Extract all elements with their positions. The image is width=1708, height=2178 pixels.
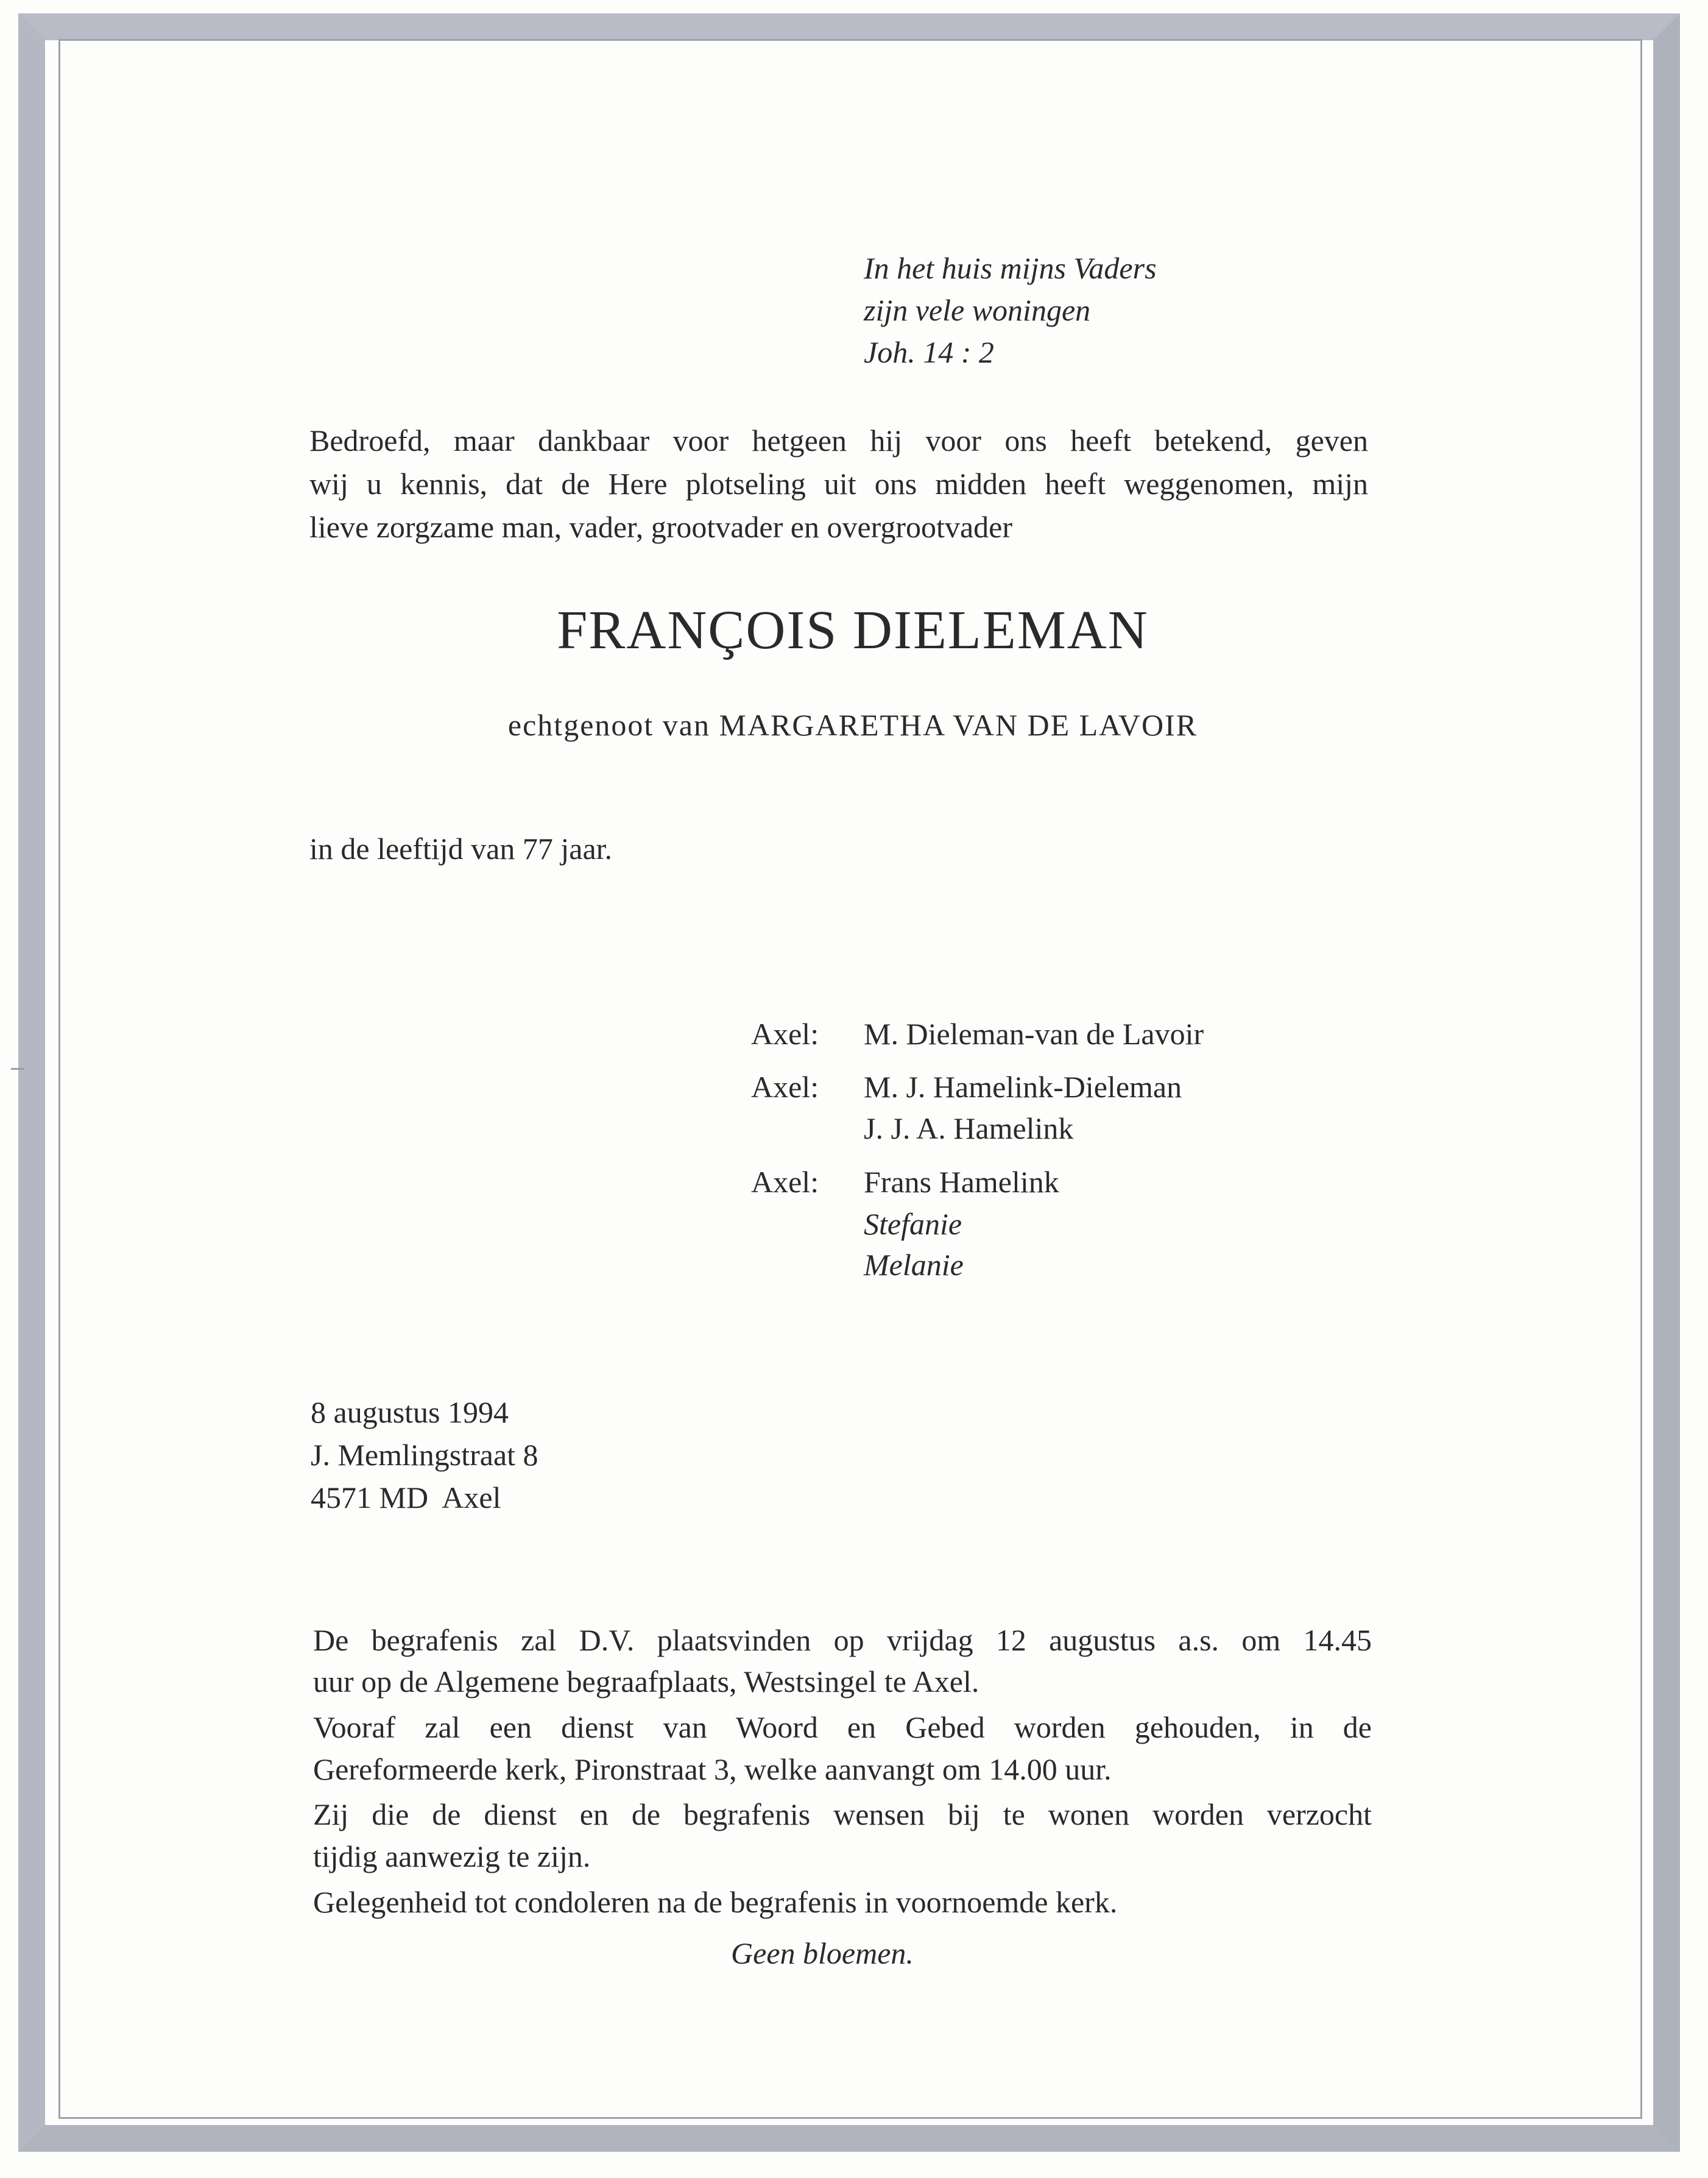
address-postal-city: 4571 MD Axel xyxy=(311,1480,501,1515)
spouse-line: echtgenoot van MARGARETHA VAN DE LAVOIR xyxy=(507,708,1198,742)
family-child: Stefanie xyxy=(864,1207,962,1241)
motto-reference: Joh. 14 : 2 xyxy=(864,335,994,369)
funeral-p1-line-1: De begrafenis zal D.V. plaatsvinden op vrijdag 12 augustus a.s. om 14.45 xyxy=(313,1623,1372,1657)
fold-mark xyxy=(11,1068,24,1070)
closing-note: Geen bloemen. xyxy=(731,1936,914,1970)
address-street: J. Memlingstraat 8 xyxy=(311,1438,538,1472)
funeral-p2-line-2: Gereformeerde kerk, Pironstraat 3, welke aanvangt om 14.00 uur. xyxy=(313,1752,1112,1786)
motto-line-1: In het huis mijns Vaders xyxy=(864,251,1157,285)
deceased-name: FRANÇOIS DIELEMAN xyxy=(557,600,1149,660)
intro-paragraph xyxy=(309,425,1368,456)
family-place: Axel: xyxy=(751,1017,819,1051)
family-name: M. J. Hamelink-Dieleman xyxy=(864,1070,1182,1104)
funeral-p1-line-2: uur op de Algemene begraafplaats, Westsingel te Axel. xyxy=(313,1664,979,1699)
family-child: Melanie xyxy=(864,1248,964,1282)
funeral-p3-line-2: tijdig aanwezig te zijn. xyxy=(313,1839,591,1873)
family-name: J. J. A. Hamelink xyxy=(864,1111,1074,1145)
family-place: Axel: xyxy=(751,1165,819,1199)
motto-line-2: zijn vele woningen xyxy=(864,293,1091,327)
funeral-p2-line-1: Vooraf zal een dienst van Woord en Gebed worden gehouden, in de xyxy=(313,1710,1372,1744)
intro-line-1: Bedroefd, maar dankbaar voor hetgeen hij voor ons heeft betekend, geven xyxy=(309,423,1368,458)
intro-line-3: lieve zorgzame man, vader, grootvader en overgrootvader xyxy=(309,510,1012,544)
funeral-p2 xyxy=(313,1712,1372,1742)
family-place: Axel: xyxy=(751,1070,819,1104)
funeral-p1 xyxy=(313,1625,1372,1655)
funeral-p4-line-1: Gelegenheid tot condoleren na de begrafenis in voornoemde kerk. xyxy=(313,1885,1118,1919)
funeral-p3 xyxy=(313,1799,1372,1830)
funeral-p3-line-1: Zij die de dienst en de begrafenis wensen bij te wonen worden verzocht xyxy=(313,1797,1372,1831)
intro-line-2: wij u kennis, dat de Here plotseling uit ons midden heeft weggenomen, mijn xyxy=(309,467,1368,501)
age-line: in de leeftijd van 77 jaar. xyxy=(309,832,613,866)
intro-paragraph-2 xyxy=(309,468,1368,499)
family-name: Frans Hamelink xyxy=(864,1165,1059,1199)
address-date: 8 augustus 1994 xyxy=(311,1395,509,1429)
family-name: M. Dieleman-van de Lavoir xyxy=(864,1017,1204,1051)
